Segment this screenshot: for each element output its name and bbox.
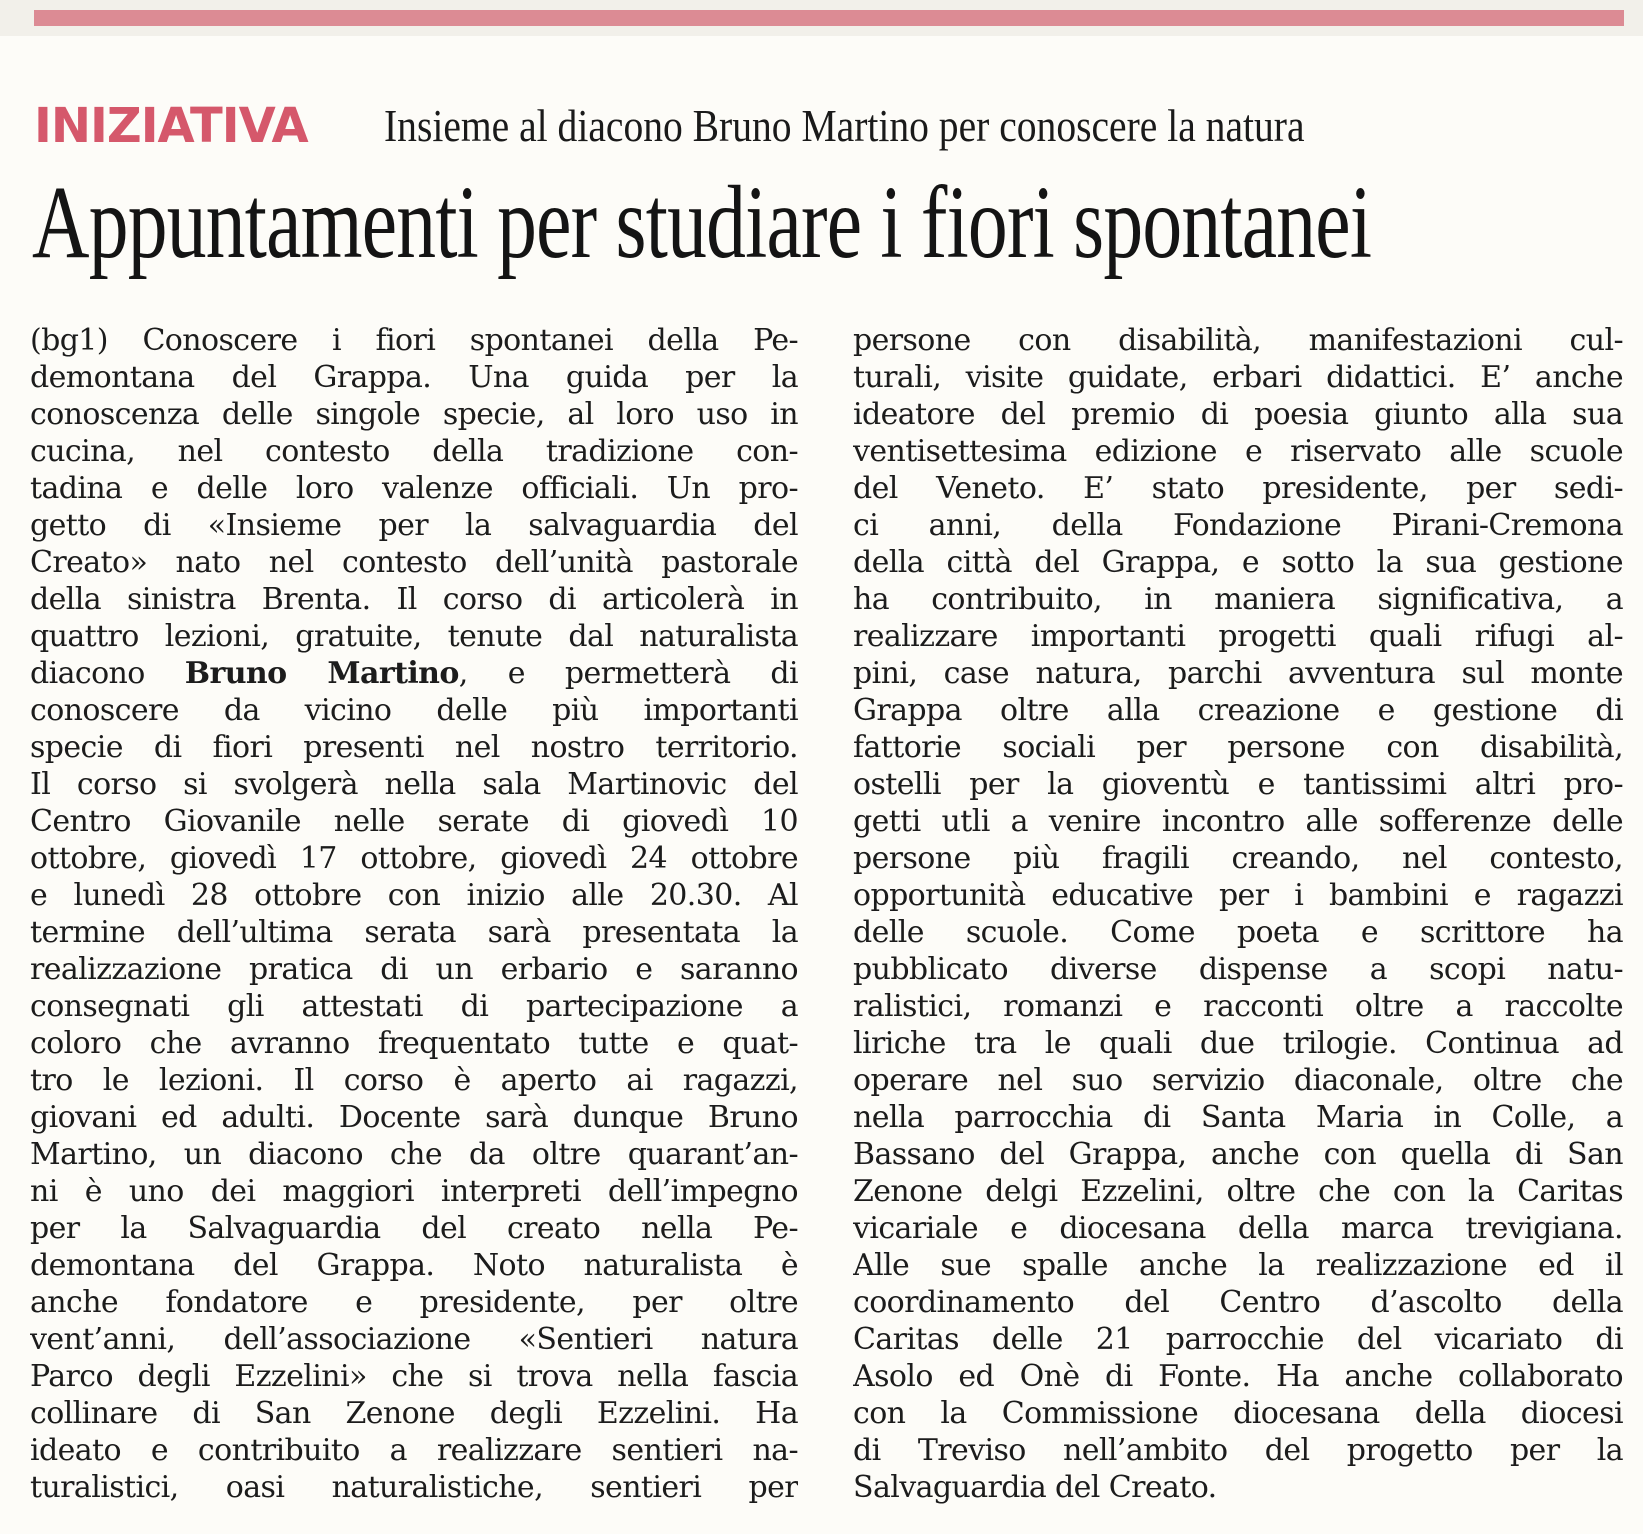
body-line: realizzazione pratica di un erbario e saranno xyxy=(30,952,798,987)
body-line: della sinistra Brenta. Il corso di articolerà in xyxy=(30,582,798,617)
highlighted-name: Bruno Martino xyxy=(184,656,459,691)
body-line: Alle sue spalle anche la realizzazione ed il xyxy=(853,1248,1623,1283)
article-column-left xyxy=(30,322,798,1512)
body-line: Zenone delgi Ezzelini, oltre che con la Caritas xyxy=(853,1174,1623,1209)
body-line: liriche tra le quali due trilogie. Continua ad xyxy=(853,1026,1623,1061)
body-line: nella parrocchia di Santa Maria in Colle, a xyxy=(853,1100,1623,1135)
body-line: cucina, nel contesto della tradizione con- xyxy=(30,434,798,469)
body-line: getto di «Insieme per la salvaguardia del xyxy=(30,508,798,543)
body-line: Bassano del Grappa, anche con quella di San xyxy=(853,1137,1623,1172)
body-line: Grappa oltre alla creazione e gestione di xyxy=(853,693,1623,728)
body-line: quattro lezioni, gratuite, tenute dal naturalista xyxy=(30,619,798,654)
body-line: per la Salvaguardia del creato nella Pe- xyxy=(30,1211,798,1246)
body-line: (bg1) Conoscere i fiori spontanei della Pe- xyxy=(30,323,798,358)
body-line: ralistici, romanzi e racconti oltre a raccolte xyxy=(853,989,1623,1024)
article-headline: Appuntamenti per studiare i fiori spontanei xyxy=(32,165,1372,280)
body-line: Parco degli Ezzelini» che si trova nella fascia xyxy=(30,1359,798,1394)
body-line: termine dell’ultima serata sarà presentata la xyxy=(30,915,798,950)
body-line: turalistici, oasi naturalistiche, sentieri per xyxy=(30,1470,798,1505)
body-line: Creato» nato nel contesto dell’unità pastorale xyxy=(30,545,798,580)
body-line: ostelli per la gioventù e tantissimi altri pro- xyxy=(853,767,1623,802)
body-line: tro le lezioni. Il corso è aperto ai ragazzi, xyxy=(30,1063,798,1098)
body-line: persone più fragili creando, nel contesto, xyxy=(853,841,1623,876)
body-line: delle scuole. Come poeta e scrittore ha xyxy=(853,915,1623,950)
body-line: turali, visite guidate, erbari didattici. E’ anche xyxy=(853,360,1623,395)
body-line: pini, case natura, parchi avventura sul monte xyxy=(853,656,1623,691)
body-line: ha contribuito, in maniera significativa, a xyxy=(853,582,1623,617)
body-line: getti utli a venire incontro alle sofferenze delle xyxy=(853,804,1623,839)
body-line: operare nel suo servizio diaconale, oltre che xyxy=(853,1063,1623,1098)
article-subtitle: Insieme al diacono Bruno Martino per conoscere la natura xyxy=(384,100,1305,151)
body-line: vent’anni, dell’associazione «Sentieri natura xyxy=(30,1322,798,1357)
body-line: Martino, un diacono che da oltre quarant’an- xyxy=(30,1137,798,1172)
body-line: ci anni, della Fondazione Pirani-Cremona xyxy=(853,508,1623,543)
body-line: con la Commissione diocesana della diocesi xyxy=(853,1396,1623,1431)
body-line: realizzare importanti progetti quali rifugi al- xyxy=(853,619,1623,654)
body-line: demontana del Grappa. Una guida per la xyxy=(30,360,798,395)
body-line: Caritas delle 21 parrocchie del vicariato di xyxy=(853,1322,1623,1357)
body-line: e lunedì 28 ottobre con inizio alle 20.30. Al xyxy=(30,878,798,913)
top-color-rule xyxy=(34,10,1624,26)
body-line: coloro che avranno frequentato tutte e quat- xyxy=(30,1026,798,1061)
body-line: conoscenza delle singole specie, al loro uso in xyxy=(30,397,798,432)
body-line: Centro Giovanile nelle serate di giovedì 10 xyxy=(30,804,798,839)
body-line: di Treviso nell’ambito del progetto per la xyxy=(853,1433,1623,1468)
body-line: anche fondatore e presidente, per oltre xyxy=(30,1285,798,1320)
body-line: del Veneto. E’ stato presidente, per sedi- xyxy=(853,471,1623,506)
article-byline: (bg1) xyxy=(30,323,108,358)
body-line: ottobre, giovedì 17 ottobre, giovedì 24 ottobre xyxy=(30,841,798,876)
body-line: Asolo ed Onè di Fonte. Ha anche collaborato xyxy=(853,1359,1623,1394)
body-line: pubblicato diverse dispense a scopi natu- xyxy=(853,952,1623,987)
body-line: specie di fiori presenti nel nostro territorio. xyxy=(30,730,798,765)
body-line: diacono Bruno Martino, e permetterà di xyxy=(30,656,798,691)
body-line: ni è uno dei maggiori interpreti dell’impegno xyxy=(30,1174,798,1209)
body-line: conoscere da vicino delle più importanti xyxy=(30,693,798,728)
body-line: Salvaguardia del Creato. xyxy=(853,1470,1217,1505)
body-line: vicariale e diocesana della marca trevigiana. xyxy=(853,1211,1623,1246)
body-line: ideato e contribuito a realizzare sentieri na- xyxy=(30,1433,798,1468)
body-line: opportunità educative per i bambini e ragazzi xyxy=(853,878,1623,913)
body-line: fattorie sociali per persone con disabilità, xyxy=(853,730,1623,765)
section-kicker: INIZIATIVA xyxy=(34,98,308,154)
body-line: della città del Grappa, e sotto la sua gestione xyxy=(853,545,1623,580)
body-line: consegnati gli attestati di partecipazione a xyxy=(30,989,798,1024)
article-column-right xyxy=(853,322,1623,1512)
body-line: ideatore del premio di poesia giunto alla sua xyxy=(853,397,1623,432)
body-line: giovani ed adulti. Docente sarà dunque Bruno xyxy=(30,1100,798,1135)
body-line: ventisettesima edizione e riservato alle scuole xyxy=(853,434,1623,469)
body-line: Il corso si svolgerà nella sala Martinovic del xyxy=(30,767,798,802)
body-line: coordinamento del Centro d’ascolto della xyxy=(853,1285,1623,1320)
body-line: collinare di San Zenone degli Ezzelini. Ha xyxy=(30,1396,798,1431)
body-line: tadina e delle loro valenze officiali. Un pro- xyxy=(30,471,798,506)
body-line: persone con disabilità, manifestazioni cul- xyxy=(853,323,1623,358)
body-line: demontana del Grappa. Noto naturalista è xyxy=(30,1248,798,1283)
